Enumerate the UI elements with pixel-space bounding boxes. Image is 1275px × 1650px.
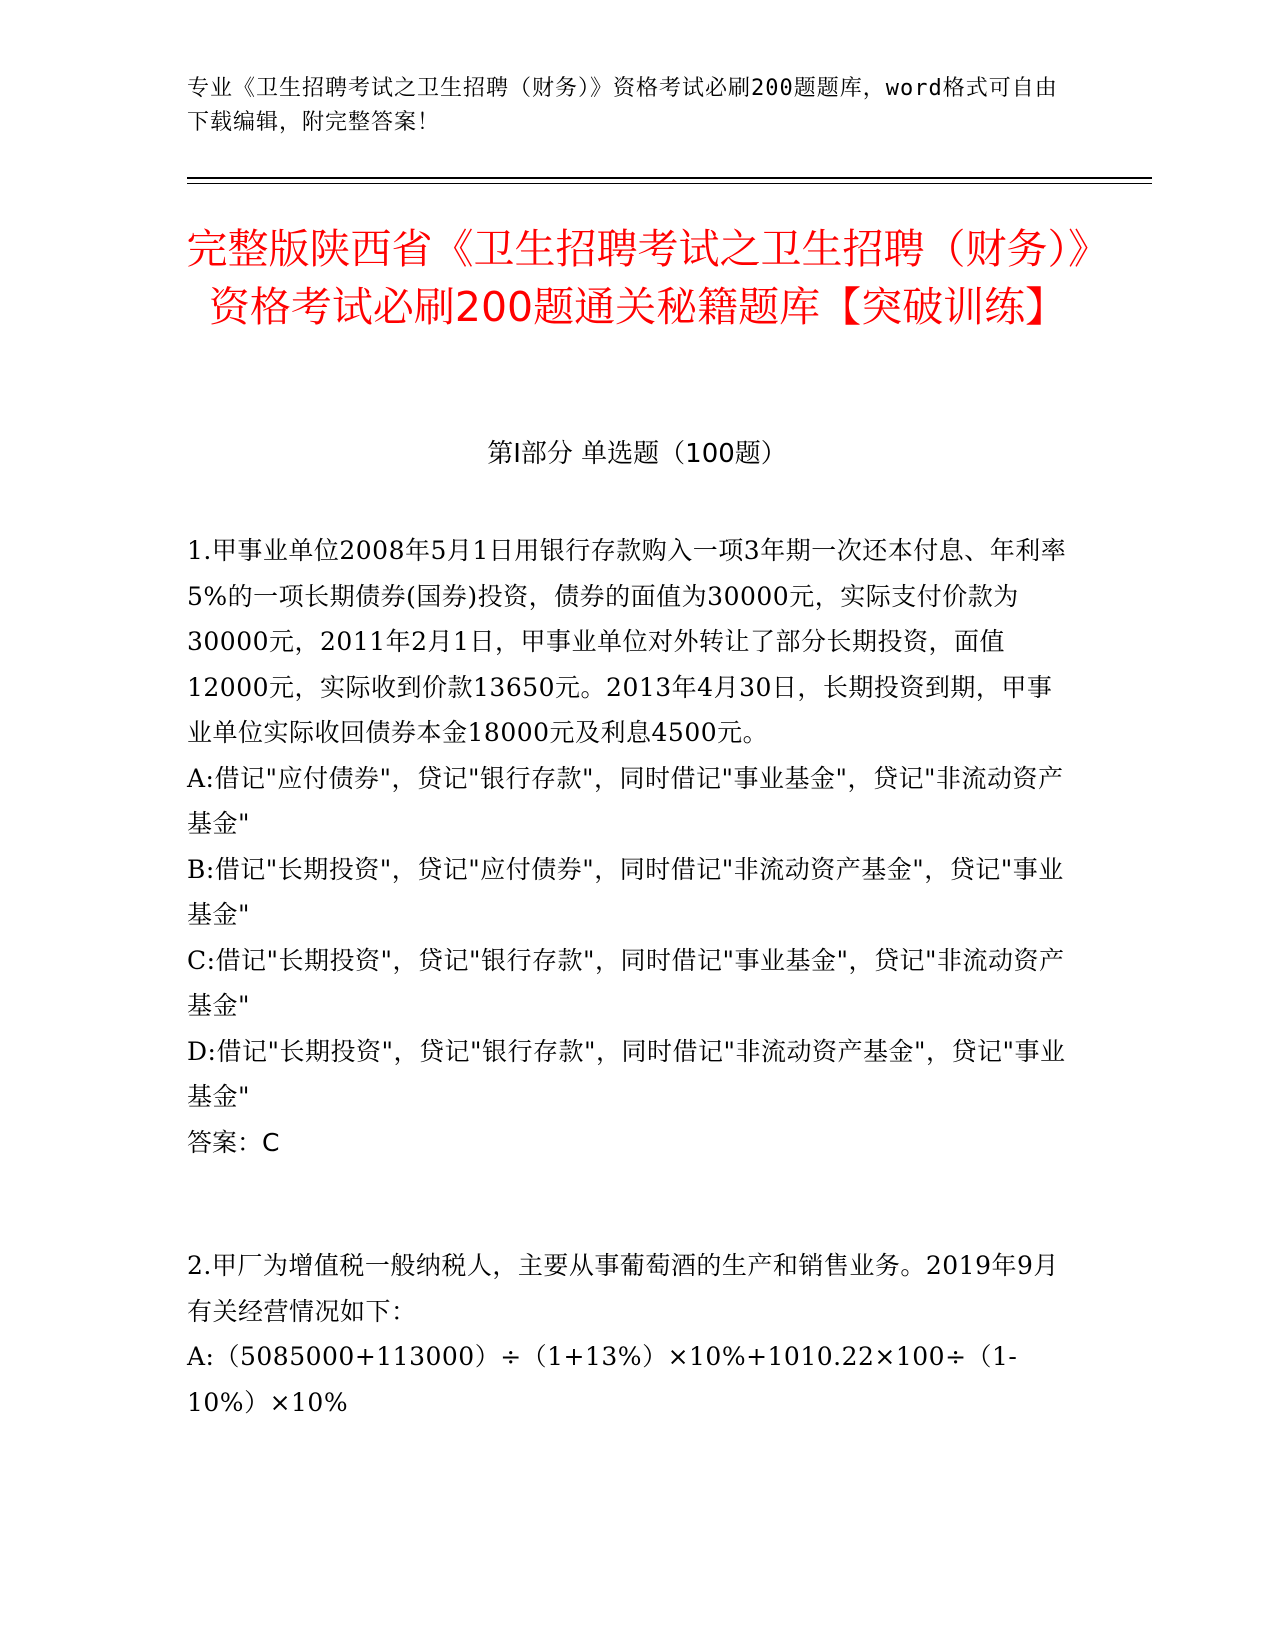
question-1 <box>187 528 1067 1165</box>
question-2 <box>187 1243 1067 1425</box>
document-title: 完整版陕西省《卫生招聘考试之卫生招聘（财务）》资格考试必刷200题通关秘籍题库【突破训练】 <box>186 225 1089 331</box>
option-a: A:借记"应付债券"，贷记"银行存款"，同时借记"事业基金"，贷记"非流动资产基金" <box>187 763 1064 838</box>
header-divider-thick <box>187 177 1152 179</box>
option-b: B:借记"长期投资"，贷记"应付债券"，同时借记"非流动资产基金"，贷记"事业基金" <box>187 854 1064 929</box>
header-note: 专业《卫生招聘考试之卫生招聘（财务）》资格考试必刷200题题库，word格式可自由下载编辑，附完整答案！ <box>187 76 1058 135</box>
section-heading: 第I部分 单选题（100题） <box>487 439 787 469</box>
question-stem: 1.甲事业单位2008年5月1日用银行存款购入一项3年期一次还本付息、年利率5%的一项长期债券(国券)投资，债券的面值为30000元，实际支付价款为30000元，2011年2月1日，甲事业单位对外转让了部分长期投资，面值12000元，实际收到价款13650元。2013年4月30日，长期投资到期，甲事业单位实际收回债券本金18000元及利息4500元。 <box>187 536 1067 747</box>
option-d: D:借记"长期投资"，贷记"银行存款"，同时借记"非流动资产基金"，贷记"事业基金" <box>187 1036 1066 1111</box>
header-divider-thin <box>187 183 1152 184</box>
answer: 答案：C <box>187 1127 280 1157</box>
question-stem: 2.甲厂为增值税一般纳税人，主要从事葡萄酒的生产和销售业务。2019年9月有关经营情况如下： <box>187 1251 1059 1326</box>
option-a: A:（5085000+113000）÷（1+13%）×10%+1010.22×100÷（1-10%）×10% <box>187 1342 1018 1417</box>
option-c: C:借记"长期投资"，贷记"银行存款"，同时借记"事业基金"，贷记"非流动资产基金" <box>187 945 1065 1020</box>
